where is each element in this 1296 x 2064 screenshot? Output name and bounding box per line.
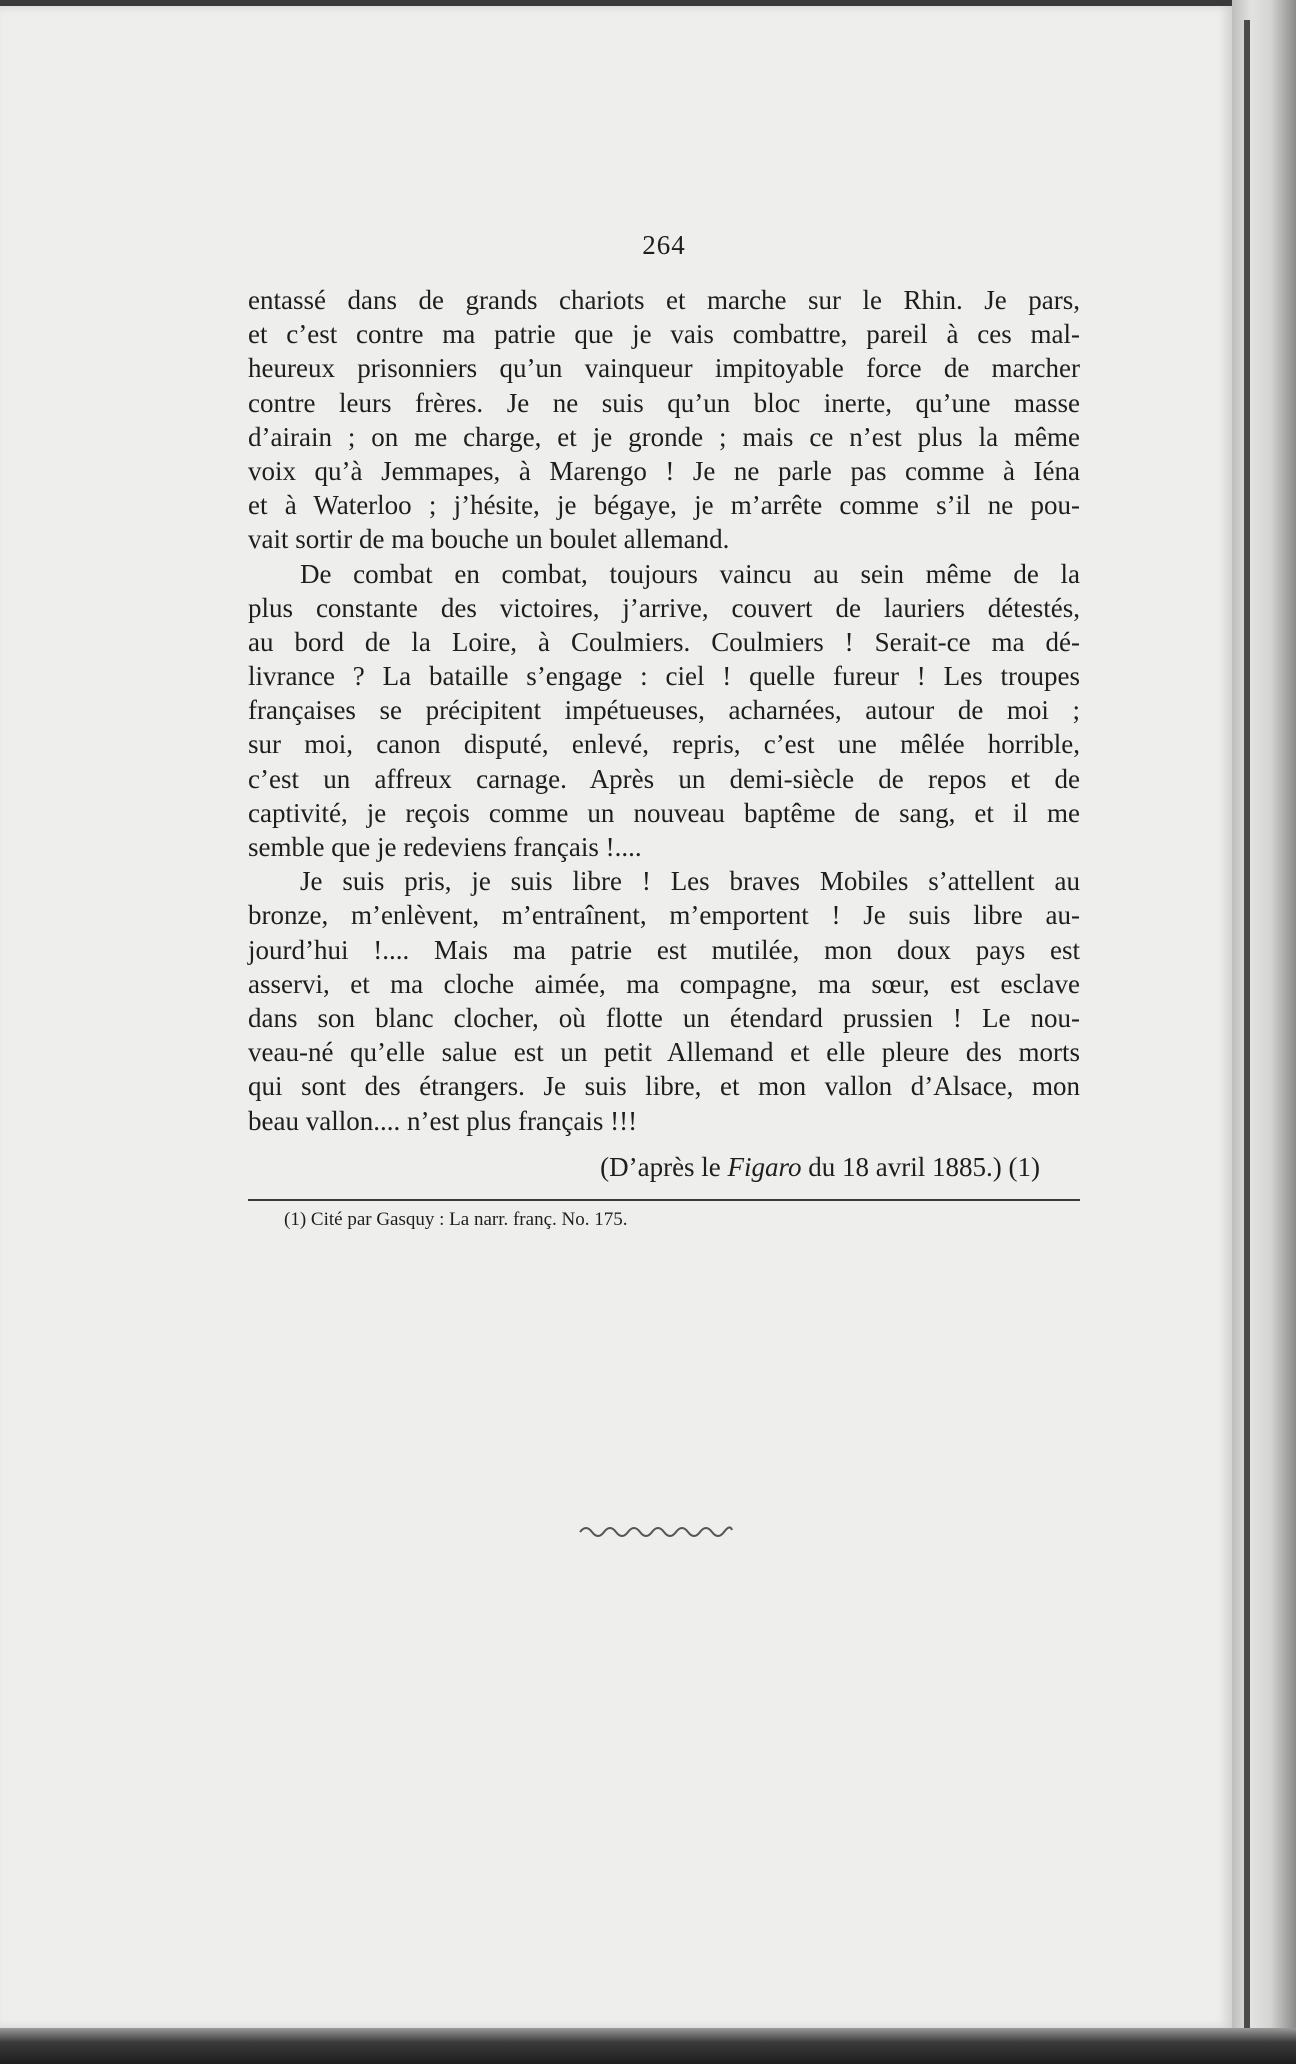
page-edge-right: [1232, 0, 1296, 2064]
binding-shadow: [1244, 20, 1250, 2040]
text-line: contre leurs frères. Je ne suis qu’un bloc inerte, qu’une masse: [248, 387, 1080, 418]
text-line: jourd’hui !.... Mais ma patrie est mutilée, mon doux pays est: [248, 934, 1080, 965]
text-line: plus constante des victoires, j’arrive, couvert de lauriers détestés,: [248, 592, 1080, 623]
footnote-rule: [248, 1199, 1080, 1201]
paragraph-1: [248, 283, 1080, 557]
text-line: semble que je redeviens français !....: [248, 832, 642, 862]
page-text: [248, 230, 1080, 1231]
text-line: beau vallon.... n’est plus français !!!: [248, 1105, 638, 1136]
text-line: asservi, et ma cloche aimée, ma compagne, ma sœur, est esclave: [248, 968, 1080, 999]
paragraph-3: [248, 864, 1080, 1138]
text-line: c’est un affreux carnage. Après un demi-siècle de repos et de: [248, 763, 1080, 794]
attribution-suffix: du 18 avril 1885.) (1): [801, 1151, 1040, 1182]
text-line: captivité, je reçois comme un nouveau baptême de sang, et il me: [248, 797, 1080, 828]
text-line: entassé dans de grands chariots et marche sur le Rhin. Je pars,: [248, 285, 1080, 315]
page-edge-bottom: [0, 2028, 1296, 2064]
text-line: bronze, m’enlèvent, m’entraînent, m’emportent ! Je suis libre au-: [248, 900, 1080, 931]
attribution-prefix: (D’après le: [600, 1151, 728, 1182]
text-line: voix qu’à Jemmapes, à Marengo ! Je ne parle pas comme à Iéna: [248, 455, 1080, 486]
text-line: et à Waterloo ; j’hésite, je bégaye, je m’arrête comme s’il ne pou-: [248, 490, 1080, 521]
text-line: veau-né qu’elle salue est un petit Allemand et elle pleure des morts: [248, 1037, 1080, 1068]
text-line: qui sont des étrangers. Je suis libre, et mon vallon d’Alsace, mon: [248, 1071, 1080, 1102]
text-line: d’airain ; on me charge, et je gronde ; mais ce n’est plus la même: [248, 421, 1080, 452]
source-attribution: [248, 1152, 1080, 1183]
text-line: vait sortir de ma bouche un boulet allemand.: [248, 524, 730, 555]
attribution-source-title: Figaro: [727, 1151, 802, 1182]
text-line: livrance ? La bataille s’engage : ciel ! quelle fureur ! Les troupes: [248, 661, 1080, 692]
text-line: françaises se précipitent impétueuses, acharnées, autour de moi ;: [248, 695, 1080, 726]
text-line: et c’est contre ma patrie que je vais combattre, pareil à ces mal-: [248, 319, 1080, 350]
text-line: sur moi, canon disputé, enlevé, repris, c’est une mêlée horrible,: [248, 729, 1080, 760]
text-line: De combat en combat, toujours vaincu au sein même de la: [300, 558, 1080, 589]
wavy-ornament-divider: [578, 1520, 734, 1540]
text-line: dans son blanc clocher, où flotte un étendard prussien ! Le nou-: [248, 1002, 1080, 1033]
page-number: 264: [642, 230, 686, 260]
text-line: heureux prisonniers qu’un vainqueur impitoyable force de marcher: [248, 353, 1080, 384]
paragraph-2: [248, 557, 1080, 865]
text-line: au bord de la Loire, à Coulmiers. Coulmiers ! Serait-ce ma dé-: [248, 626, 1080, 657]
text-line: Je suis pris, je suis libre ! Les braves Mobiles s’attellent au: [300, 866, 1080, 897]
footnote: (1) Cité par Gasquy : La narr. franç. No. 175.: [284, 1208, 628, 1230]
